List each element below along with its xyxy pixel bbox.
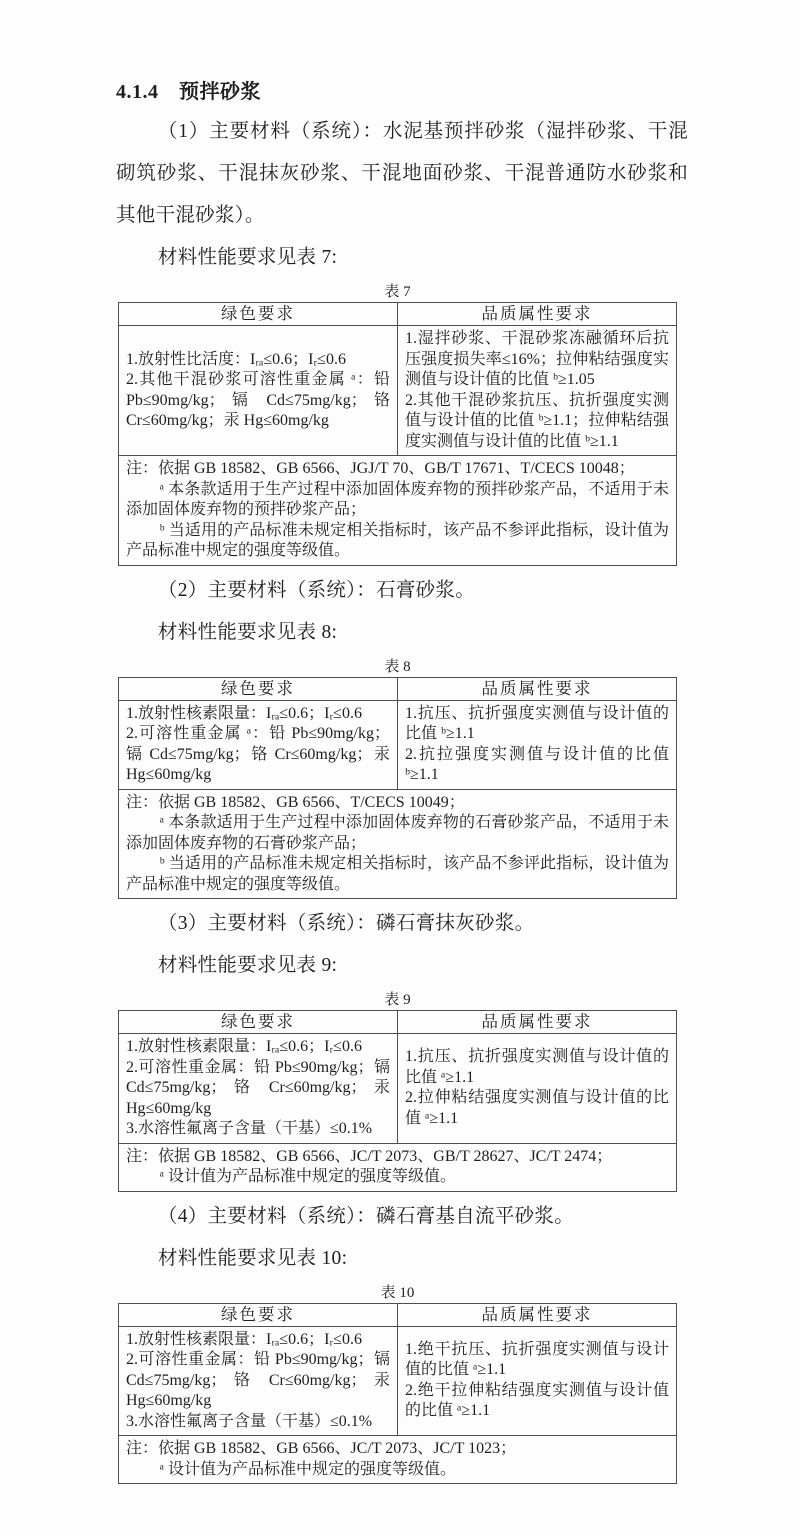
section-gypsum-mortar [116, 570, 688, 900]
note-basis: 注：依据 GB 18582、GB 6566、T/CECS 10049； [126, 793, 465, 811]
material-paragraph: （1）主要材料（系统）：水泥基预拌砂浆（湿拌砂浆、干混砌筑砂浆、干混抹灰砂浆、干混地面砂浆、干混普通防水砂浆和其他干混砂浆）。 [116, 121, 688, 226]
table-caption: 表 7 [384, 284, 411, 300]
material-paragraph: （3）主要材料（系统）：磷石膏抹灰砂浆。 [157, 913, 535, 934]
requirements-table-10 [118, 1303, 677, 1485]
requirement-item: 1.放射性比活度：Iᵣₐ≤0.6；Iᵣ≤0.6 [126, 350, 346, 368]
table-body-row [119, 1034, 677, 1144]
requirement-item: 1.抗压、抗折强度实测值与设计值的比值 ᵃ≥1.1 [405, 1048, 669, 1086]
table-notes-cell [119, 456, 677, 566]
table-notes-cell [119, 1143, 677, 1191]
section-phosphogypsum-self-leveling-mortar [116, 1196, 688, 1485]
requirement-item: 2.抗拉强度实测值与设计值的比值 ᵇ≥1.1 [405, 745, 669, 783]
requirement-item: 2.其他干混砂浆抗压、抗折强度实测值与设计值的比值 ᵇ≥1.1；拉伸粘结强度实测值与设计值的比值 ᵇ≥1.1 [405, 391, 669, 450]
table-notes-row [119, 789, 677, 899]
requirements-table-8 [118, 677, 677, 900]
quality-requirements-header: 品质属性要求 [398, 1011, 677, 1034]
requirement-item: 2.拉伸粘结强度实测值与设计值的比值 ᵃ≥1.1 [405, 1089, 669, 1127]
green-requirements-cell [119, 1034, 398, 1144]
table-notes-row [119, 456, 677, 566]
table-header-row [119, 303, 677, 326]
table-notes-cell [119, 789, 677, 899]
table-caption: 表 10 [380, 1284, 415, 1301]
note-a: ᵃ 本条款适用于生产过程中添加固体废弃物的预拌砂浆产品，不适用于未添加固体废弃物的预拌砂浆产品； [126, 480, 669, 518]
requirement-item: 1.湿拌砂浆、干混砂浆冻融循环后抗压强度损失率≤16%；拉伸粘结强度实测值与设计值的比值 ᵇ≥1.05 [405, 330, 669, 388]
requirement-item: 1.抗压、抗折强度实测值与设计值的比值 ᵇ≥1.1 [405, 704, 669, 742]
material-paragraph: （2）主要材料（系统）：石膏砂浆。 [157, 579, 476, 601]
requirement-item: 2.可溶性重金属 ᵃ：铅 Pb≤90mg/kg；镉 Cd≤75mg/kg；铬 Cr≤60mg/kg；汞 Hg≤60mg/kg [126, 725, 390, 783]
requirement-item: 2.可溶性重金属：铅 Pb≤90mg/kg；镉 Cd≤75mg/kg；铬 Cr≤60mg/kg；汞 Hg≤60mg/kg [126, 1058, 390, 1117]
note-a: ᵃ 设计值为产品标准中规定的强度等级值。 [159, 1460, 456, 1478]
table-body-row [119, 700, 677, 789]
green-requirements-header: 绿色要求 [119, 1011, 398, 1034]
requirement-item: 1.放射性核素限量：Iᵣₐ≤0.6；Iᵣ≤0.6 [126, 1038, 362, 1055]
table-header-row [119, 1011, 677, 1034]
table-reference: 材料性能要求见表 8: [157, 621, 338, 643]
note-a: ᵃ 设计值为产品标准中规定的强度等级值。 [159, 1168, 456, 1185]
section-phosphogypsum-plaster-mortar [116, 903, 688, 1192]
requirements-table-9 [118, 1010, 677, 1192]
note-basis: 注：依据 GB 18582、GB 6566、JGJ/T 70、GB/T 17671、T/CECS 10048； [126, 460, 635, 477]
table-caption: 表 8 [384, 658, 411, 675]
table-notes-cell [119, 1436, 677, 1484]
quality-requirements-cell [398, 1326, 677, 1436]
note-a: ᵃ 本条款适用于生产过程中添加固体废弃物的石膏砂浆产品，不适用于未添加固体废弃物的石膏砂浆产品； [126, 814, 669, 852]
table-reference: 材料性能要求见表 7: [157, 247, 338, 268]
requirement-item: 3.水溶性氟离子含量（干基）≤0.1% [126, 1412, 373, 1430]
table-header-row [119, 677, 677, 700]
requirement-item: 1.绝干抗压、抗折强度实测值与设计值的比值 ᵃ≥1.1 [405, 1340, 669, 1379]
quality-requirements-cell [398, 1034, 677, 1144]
note-b: ᵇ 当适用的产品标准未规定相关指标时，该产品不参评此指标，设计值为产品标准中规定的强度等级值。 [126, 855, 669, 893]
green-requirements-cell [119, 326, 398, 456]
material-paragraph: （4）主要材料（系统）：磷石膏基自流平砂浆。 [157, 1205, 575, 1227]
table-body-row [119, 326, 677, 456]
green-requirements-cell [119, 700, 398, 789]
table-reference: 材料性能要求见表 10: [157, 1247, 348, 1269]
green-requirements-header: 绿色要求 [119, 303, 398, 326]
quality-requirements-header: 品质属性要求 [398, 1303, 677, 1326]
table-header-row [119, 1303, 677, 1326]
note-basis: 注：依据 GB 18582、GB 6566、JC/T 2073、JC/T 1023； [126, 1440, 517, 1457]
table-reference: 材料性能要求见表 9: [157, 955, 338, 976]
quality-requirements-header: 品质属性要求 [398, 303, 677, 326]
table-body-row [119, 1326, 677, 1436]
green-requirements-header: 绿色要求 [119, 1303, 398, 1326]
requirement-item: 1.放射性核素限量：Iᵣₐ≤0.6；Iᵣ≤0.6 [126, 704, 362, 722]
requirement-item: 2.绝干拉伸粘结强度实测值与设计值的比值 ᵃ≥1.1 [405, 1381, 669, 1420]
quality-requirements-cell [398, 326, 677, 456]
requirement-item: 2.可溶性重金属：铅 Pb≤90mg/kg；镉 Cd≤75mg/kg；铬 Cr≤60mg/kg；汞 Hg≤60mg/kg [126, 1351, 390, 1409]
quality-requirements-cell [398, 700, 677, 789]
quality-requirements-header: 品质属性要求 [398, 677, 677, 700]
requirements-table-7 [118, 302, 677, 566]
section-heading: 4.1.4 预拌砂浆 [116, 81, 261, 103]
requirement-item: 1.放射性核素限量：Iᵣₐ≤0.6；Iᵣ≤0.6 [126, 1330, 362, 1348]
note-basis: 注：依据 GB 18582、GB 6566、JC/T 2073、GB/T 28627、JC/T 2474； [126, 1147, 613, 1165]
green-requirements-cell [119, 1326, 398, 1436]
requirement-item: 2.其他干混砂浆可溶性重金属 ᵃ：铅 Pb≤90mg/kg；镉 Cd≤75mg/kg；铬 Cr≤60mg/kg；汞 Hg≤60mg/kg [126, 371, 390, 429]
note-b: ᵇ 当适用的产品标准未规定相关指标时，该产品不参评此指标，设计值为产品标准中规定的强度等级值。 [126, 521, 669, 559]
table-notes-row [119, 1143, 677, 1191]
requirement-item: 3.水溶性氟离子含量（干基）≤0.1% [126, 1120, 373, 1137]
table-notes-row [119, 1436, 677, 1484]
green-requirements-header: 绿色要求 [119, 677, 398, 700]
table-caption: 表 9 [384, 992, 411, 1008]
section-cement-premixed-mortar [116, 111, 688, 566]
